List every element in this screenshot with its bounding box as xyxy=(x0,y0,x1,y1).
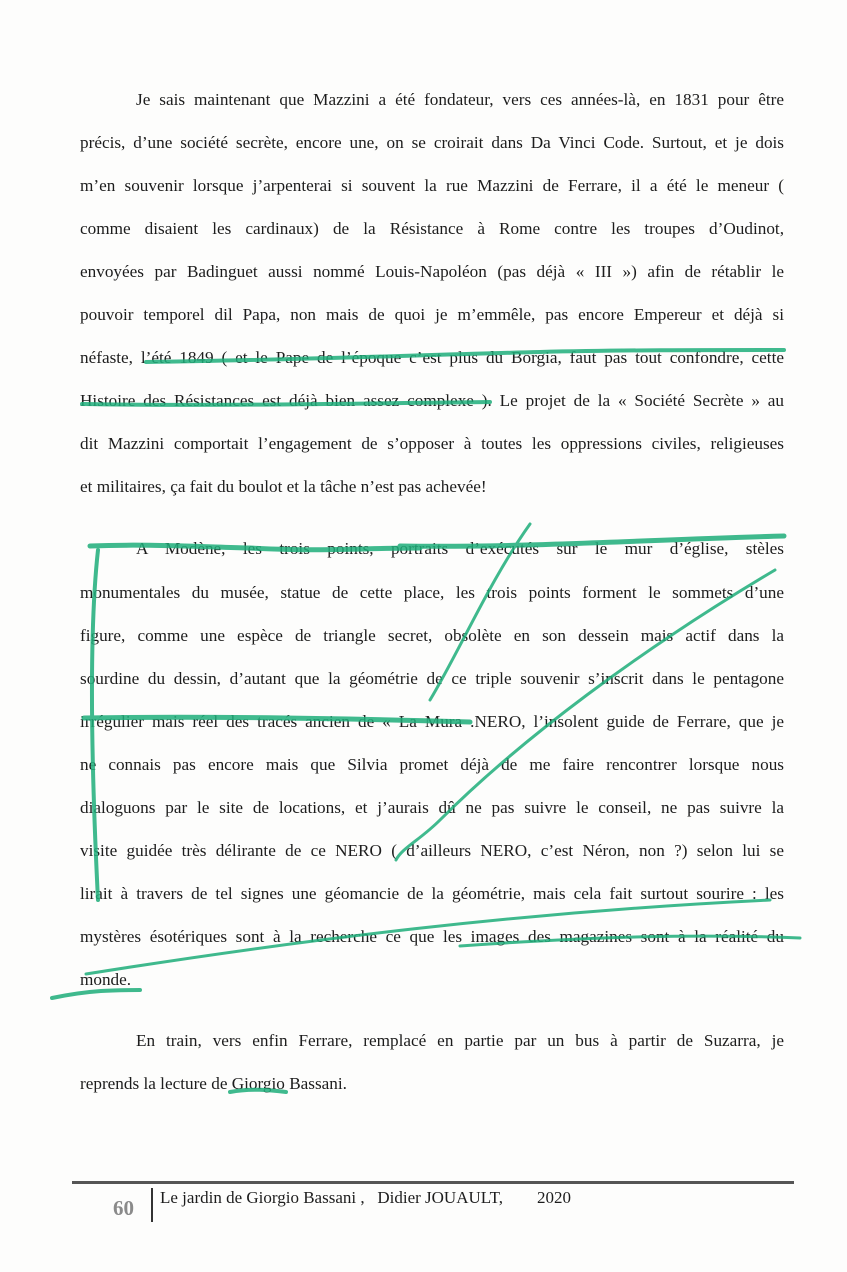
text-line: néfaste, l’été 1849 ( et le Pape de l’époque c’est plus du Borgia, faut pas tout confondre, cette xyxy=(80,348,784,367)
strike-mark xyxy=(52,990,140,998)
text-line: comme disaient les cardinaux) de la Résistance à Rome contre les troupes d’Oudinot, xyxy=(80,219,784,238)
text-line: précis, d’une société secrète, encore une, on se croirait dans Da Vinci Code. Surtout, et je dois xyxy=(80,133,784,152)
text-line: dit Mazzini comportait l’engagement de s’opposer à toutes les oppressions civiles, religieuses xyxy=(80,434,784,453)
page-number: 60 xyxy=(113,1196,134,1220)
footer-text: Le jardin de Giorgio Bassani , Didier JOUAULT, 2020 xyxy=(160,1188,571,1207)
text-line: A Modène, les trois points, portraits d’exécutés sur le mur d’église, stèles xyxy=(136,539,784,558)
text-line: reprends la lecture de Giorgio Bassani. xyxy=(80,1074,347,1093)
text-line: monumentales du musée, statue de cette place, les trois points forment le sommets d’une xyxy=(80,583,784,602)
text-line: pouvoir temporel dil Papa, non mais de quoi je m’emmêle, pas encore Empereur et déjà si xyxy=(80,305,784,324)
text-line: visite guidée très délirante de ce NERO ( d’ailleurs NERO, c’est Néron, non ?) selon lui se xyxy=(80,841,784,860)
text-line: irrégulier mais réel des tracés ancien de « La Mura .NERO, l’insolent guide de Ferrare, que je xyxy=(80,712,784,731)
text-line: m’en souvenir lorsque j’arpenterai si souvent la rue Mazzini de Ferrare, il a été le meneur ( xyxy=(80,176,784,195)
text-line: monde. xyxy=(80,970,132,989)
text-line: mystères ésotériques sont à la recherche ce que les images des magazines sont à la réalité du xyxy=(80,927,784,946)
text-line: Je sais maintenant que Mazzini a été fondateur, vers ces années-là, en 1831 pour être xyxy=(136,90,784,109)
footer-separator xyxy=(151,1188,153,1222)
text-line: figure, comme une espèce de triangle secret, obsolète en son dessein mais actif dans la xyxy=(80,626,784,645)
text-line: sourdine du dessin, d’autant que la géométrie de ce triple souvenir s’inscrit dans le pentagone xyxy=(80,669,784,688)
text-line: En train, vers enfin Ferrare, remplacé en partie par un bus à partir de Suzarra, je xyxy=(136,1031,784,1050)
text-line: lirait à travers de tel signes une géomancie de la géométrie, mais cela fait surtout sourire : les xyxy=(80,884,784,903)
text-line: ne connais pas encore mais que Silvia promet déjà de me faire rencontrer lorsque nous xyxy=(80,755,784,774)
footer-rule xyxy=(72,1181,794,1184)
text-line: Histoire des Résistances est déjà bien assez complexe ). Le projet de la « Société Secrète » au xyxy=(80,391,784,410)
text-line: envoyées par Badinguet aussi nommé Louis-Napoléon (pas déjà « III ») afin de rétablir le xyxy=(80,262,784,281)
text-line: et militaires, ça fait du boulot et la tâche n’est pas achevée! xyxy=(80,477,487,496)
text-line: dialoguons par le site de locations, et j’aurais dû ne pas suivre le conseil, ne pas suivre la xyxy=(80,798,784,817)
